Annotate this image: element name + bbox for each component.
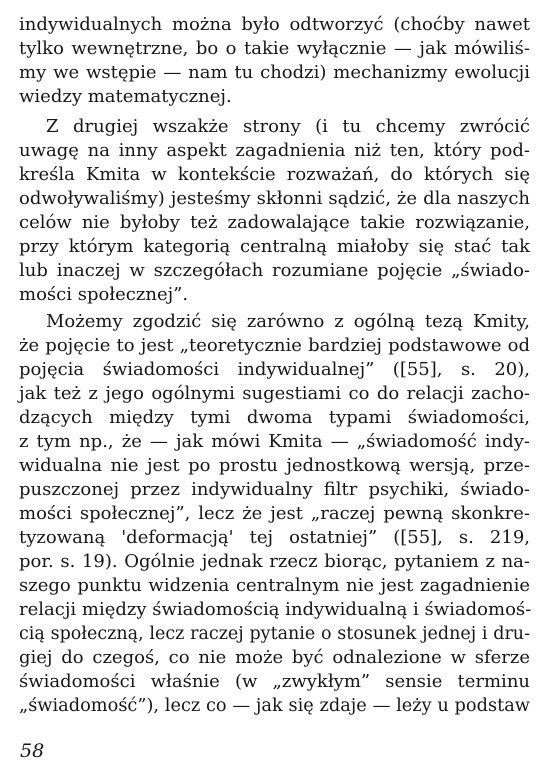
page-number: 58 bbox=[20, 740, 45, 762]
text-line: kreśla Kmita w kontekście rozważań, do których się bbox=[19, 164, 530, 185]
text-line: puszczonej przez indywidualny filtr psychiki, świado- bbox=[19, 479, 530, 500]
text-line: celów nie byłoby też zadowalające takie rozwiązanie, bbox=[19, 212, 530, 233]
text-line: uwagę na inny aspekt zagadnienia niż ten, który pod- bbox=[19, 140, 530, 161]
text-line: „świadomość”), lecz co — jak się zdaje — leży u podstaw bbox=[19, 696, 530, 716]
text-line: że pojęcie to jest „teoretycznie bardziej podstawowe od bbox=[19, 335, 530, 356]
text-line: mości społecznej”, lecz że jest „raczej pewną skonkre- bbox=[19, 503, 530, 524]
text-line: dzących między tymi dwoma typami świadomości, bbox=[19, 407, 530, 428]
text-line: odwoływaliśmy) jesteśmy skłonni sądzić, że dla naszych bbox=[19, 188, 530, 209]
text-line: przy którym kategorią centralną miałoby się stać tak bbox=[19, 236, 530, 257]
text-line: lub inaczej w szczegółach rozumiane pojęcie „świado- bbox=[19, 260, 530, 281]
text-line: relacji między świadomością indywidualną i świadomoś- bbox=[19, 599, 532, 620]
text-line: jak też z jego ogólnymi sugestiami co do relacji zacho- bbox=[19, 383, 530, 404]
text-line: pojęcia świadomości indywidualnej” ([55], s. 20), bbox=[19, 359, 530, 380]
text-line: indywidualnych można było odtworzyć (choćby nawet bbox=[19, 14, 530, 35]
text-line: cią społeczną, lecz raczej pytanie o stosunek jednej i dru- bbox=[19, 624, 530, 644]
text-line: szego punktu widzenia centralnym nie jest zagadnienie bbox=[19, 575, 530, 596]
text-line: mości społecznej”. bbox=[19, 284, 189, 305]
text-line: por. s. 19). Ogólnie jednak rzecz biorąc, pytaniem z na- bbox=[19, 551, 530, 572]
text-line: Z drugiej wszakże strony (i tu chcemy zwrócić bbox=[46, 116, 530, 137]
text-line: Możemy zgodzić się zarówno z ogólną tezą Kmity, bbox=[46, 311, 530, 332]
text-line: z tym np., że — jak mówi Kmita — „świadomość indy- bbox=[19, 431, 530, 452]
text-line: tylko wewnętrzne, bo o takie wyłącznie — jak mówiliś- bbox=[19, 38, 530, 59]
text-line: giej do czegoś, co nie może być odnalezione w sferze bbox=[19, 647, 530, 668]
text-line: wiedzy matematycznej. bbox=[19, 86, 232, 107]
text-line: świadomości właśnie (w „zwykłym” sensie terminu bbox=[19, 671, 530, 692]
text-line: tyzowaną 'deformacją' tej ostatniej” ([55], s. 219, bbox=[19, 527, 530, 548]
text-line: my we wstępie — nam tu chodzi) mechanizmy ewolucji bbox=[19, 62, 530, 83]
text-line: widualna nie jest po prostu jednostkową wersją, prze- bbox=[19, 455, 530, 476]
